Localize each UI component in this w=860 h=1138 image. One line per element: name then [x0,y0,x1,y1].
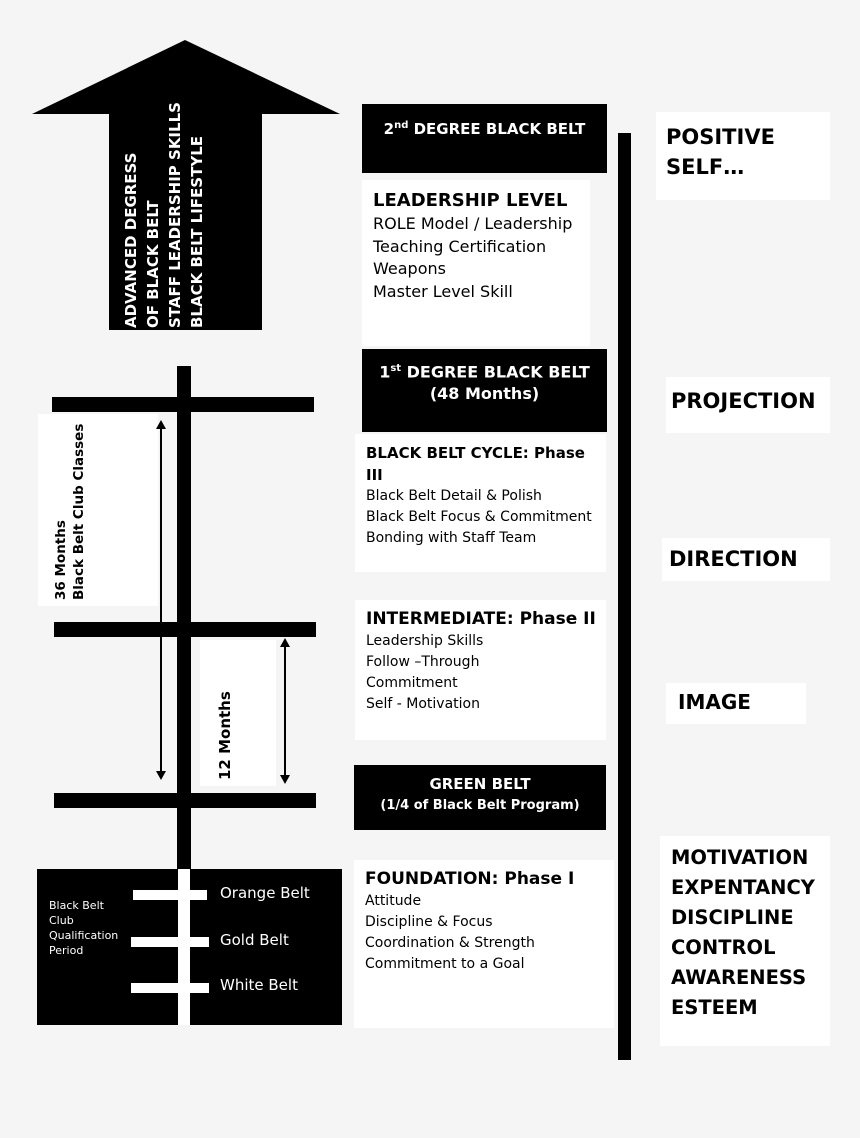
phase2-box [355,600,606,740]
club-months-text: 36 Months [53,520,69,600]
leadership-item: Teaching Certification [373,236,547,256]
second-degree-sup: nd [394,120,409,131]
phase3-title: BLACK BELT CYCLE: Phase III [366,444,585,484]
leadership-box [362,180,590,346]
projection-box [666,377,830,433]
club-classes-text: Black Belt Club Classes [71,423,87,600]
club-span-arrow [153,420,169,780]
first-degree-text: DEGREE BLACK BELT [406,362,590,382]
phase1-item: Attitude [365,893,422,909]
phase2-item: Leadership Skills [366,633,484,649]
trait-discipline: DISCIPLINE [671,906,794,929]
club-classes-label [52,424,88,600]
image-label: IMAGE [678,690,751,714]
trait-motivation: MOTIVATION [671,846,809,869]
first-degree-header [362,349,607,432]
orange-belt-rung [133,890,207,900]
arrow-line-2: OF BLACK BELT [144,200,162,328]
phase2-item: Commitment [366,675,458,691]
traits-box [660,836,830,1046]
phase1-title: FOUNDATION: Phase I [365,869,575,889]
phase1-item: Discipline & Focus [365,914,493,930]
positive-self-box [656,112,830,200]
qualification-label [49,898,118,958]
right-vertical-bar [618,133,631,1060]
second-degree-ordinal: 2 [383,120,395,138]
trait-awareness: AWARENESS [671,966,807,989]
green-belt-sub: (1/4 of Black Belt Program) [380,798,580,813]
twelve-months-box [200,640,276,786]
trait-esteem: ESTEEM [671,996,758,1019]
arrow-line-4: BLACK BELT LIFESTYLE [188,136,206,328]
qualification-line-2: Club [49,914,74,927]
gold-belt-rung [131,937,209,947]
qualification-line-4: Period [49,944,84,957]
positive-line-1: POSITIVE [666,125,775,149]
leadership-item: Master Level Skill [373,281,513,301]
green-belt-title: GREEN BELT [429,775,531,793]
trait-control: CONTROL [671,936,776,959]
phase3-item: Black Belt Detail & Polish [366,488,542,504]
projection-label: PROJECTION [671,389,816,413]
trait-expentancy: EXPENTANCY [671,876,815,899]
phase2-item: Self - Motivation [366,696,480,712]
arrow-line-3: STAFF LEADERSHIP SKILLS [166,102,184,328]
phase1-item: Coordination & Strength [365,935,535,951]
phase2-title: INTERMEDIATE: Phase II [366,609,596,629]
qualification-line-3: Qualification [49,929,119,942]
phase1-item: Commitment to a Goal [365,956,525,972]
first-degree-sup: st [390,363,402,374]
phase2-item: Follow –Through [366,654,480,670]
ladder-rung-top [52,397,314,412]
first-degree-months: (48 Months) [429,384,540,404]
arrow-text [120,102,208,328]
ladder-rung-middle [54,622,316,637]
green-belt-header [354,765,606,830]
phase3-box [355,434,606,572]
second-degree-header [362,104,607,173]
white-belt-label: White Belt [220,976,298,994]
direction-label: DIRECTION [669,547,798,571]
qualification-line-1: Black Belt [49,899,104,912]
orange-belt-label: Orange Belt [220,884,310,902]
first-degree-ordinal: 1 [379,362,391,382]
gold-belt-label: Gold Belt [220,931,289,949]
twelve-months-label: 12 Months [216,691,234,780]
white-belt-rung [131,983,209,993]
ladder-rung-bottom [54,793,316,808]
twelve-months-arrow [277,638,293,784]
direction-box [662,538,830,581]
phase3-item: Bonding with Staff Team [366,530,537,546]
phase3-item: Black Belt Focus & Commitment [366,509,592,525]
positive-line-2: SELF… [666,155,745,179]
phase1-box [354,860,614,1028]
arrow-line-1: ADVANCED DEGRESS [122,152,140,328]
leadership-item: Weapons [373,259,446,278]
leadership-title: LEADERSHIP LEVEL [373,190,568,211]
second-degree-text: DEGREE BLACK BELT [413,120,586,138]
image-box [666,683,806,724]
leadership-item: ROLE Model / Leadership [373,214,573,233]
